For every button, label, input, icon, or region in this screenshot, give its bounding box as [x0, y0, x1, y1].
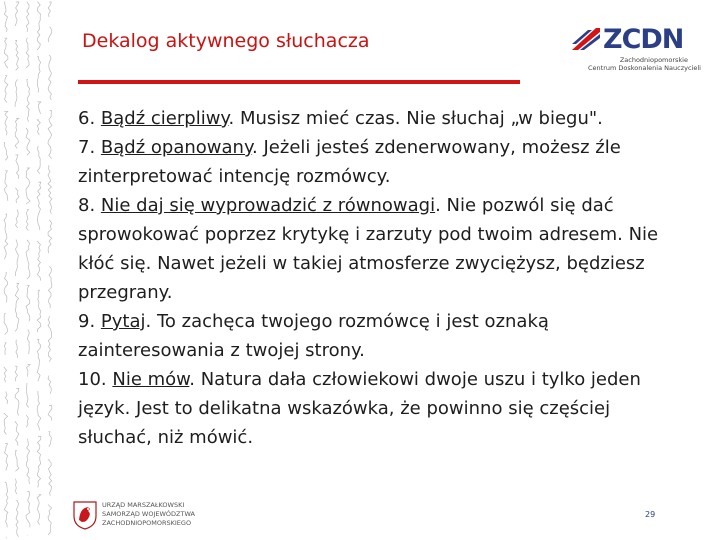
handwriting-stroke	[5, 444, 8, 471]
handwriting-stroke	[15, 388, 19, 415]
handwriting-stroke	[4, 343, 6, 355]
handwriting-texture-icon	[0, 0, 56, 540]
handwriting-stroke	[26, 285, 30, 321]
handwriting-stroke	[26, 210, 28, 231]
page-number: 29	[645, 510, 656, 519]
handwriting-stroke	[48, 505, 52, 535]
item-number: 10.	[78, 369, 107, 390]
handwriting-stroke	[26, 491, 30, 527]
handwriting-stroke	[48, 111, 52, 159]
handwriting-stroke	[37, 391, 41, 430]
handwriting-stroke	[48, 220, 52, 253]
handwriting-stroke	[48, 2, 51, 17]
handwriting-stroke	[4, 38, 8, 68]
handwriting-stroke	[4, 272, 8, 302]
handwriting-stroke	[16, 340, 18, 358]
handwriting-stroke	[37, 437, 41, 488]
handwriting-stroke	[15, 40, 19, 70]
handwriting-stroke	[48, 376, 51, 394]
handwriting-stroke	[37, 339, 41, 381]
decalogue-list	[78, 104, 668, 452]
handwriting-stroke	[48, 55, 51, 100]
title-underline-rule	[78, 80, 520, 84]
item-number: 6.	[78, 108, 96, 129]
handwriting-stroke	[37, 495, 41, 525]
handwriting-stroke	[15, 366, 18, 381]
handwriting-stroke	[15, 240, 18, 276]
handwriting-stroke	[4, 111, 8, 135]
handwriting-stroke	[48, 317, 52, 362]
regional-government-logo	[72, 500, 195, 532]
handwriting-stroke	[4, 314, 7, 335]
handwriting-stroke	[4, 214, 8, 259]
item-text: . Nie pozwól się dać sprowokować poprzez krytykę i zarzuty pod twoim adresem. Nie kłóć się. Nawet jeżeli w takiej atmosferze zwyciężysz, będziesz przegrany.	[78, 195, 659, 303]
item-number: 7.	[78, 137, 96, 158]
handwriting-stroke	[37, 120, 40, 135]
list-item	[78, 307, 668, 365]
handwriting-stroke	[16, 501, 19, 537]
handwriting-stroke	[27, 365, 31, 377]
griffin-crest-icon	[72, 500, 98, 530]
logo-subtitle	[588, 56, 701, 72]
page-title: Dekalog aktywnego słuchacza	[82, 30, 370, 52]
handwriting-stroke	[48, 27, 52, 42]
handwriting-stroke	[4, 367, 7, 382]
handwriting-stroke	[37, 147, 40, 174]
handwriting-stroke	[27, 80, 30, 122]
logo-brand-text: ZCDN	[603, 24, 684, 55]
zcdn-logo	[570, 24, 701, 74]
handwriting-stroke	[48, 406, 52, 421]
handwriting-stroke	[37, 242, 40, 281]
handwriting-stroke	[49, 432, 52, 447]
handwriting-stroke	[5, 171, 8, 201]
list-item	[78, 365, 668, 452]
handwriting-stroke	[26, 168, 30, 204]
item-number: 8.	[78, 195, 96, 216]
handwriting-stroke	[26, 128, 30, 155]
handwriting-stroke	[26, 384, 28, 408]
item-key-phrase: Pytaj	[100, 311, 146, 332]
handwriting-stroke	[4, 413, 7, 434]
handwriting-stroke	[26, 38, 29, 68]
item-text: . Jeżeli jesteś zdenerwowany, możesz źle zinterpretować intencję rozmówcy.	[78, 137, 621, 187]
footer-org-line: URZĄD MARSZAŁKOWSKI	[102, 501, 185, 509]
item-number: 9.	[78, 311, 96, 332]
list-item	[78, 191, 668, 307]
handwriting-stroke	[15, 479, 16, 494]
handwriting-stroke	[48, 266, 51, 308]
list-item	[78, 104, 668, 133]
footer-org-text	[102, 501, 195, 528]
handwriting-stroke	[15, 283, 19, 331]
handwriting-stroke	[26, 2, 29, 32]
item-key-phrase: Bądź cierpliwy	[100, 108, 229, 129]
handwriting-stroke	[26, 439, 29, 484]
item-text: . Musisz mieć czas. Nie słuchaj „w biegu".	[228, 108, 603, 129]
handwriting-stroke	[15, 2, 19, 26]
handwriting-stroke	[48, 460, 51, 496]
item-key-phrase: Nie daj się wyprowadzić z równowagi	[100, 195, 436, 216]
handwriting-stroke	[15, 422, 18, 446]
handwriting-stroke	[15, 450, 19, 471]
handwriting-stroke	[26, 415, 28, 427]
item-text: . Natura dała człowiekowi dwoje uszu i tylko jeden język. Jest to delikatna wskazówka, że powinno się częściej słuchać, niż mówić.	[78, 369, 641, 448]
handwriting-stroke	[16, 210, 19, 228]
handwriting-stroke	[15, 118, 19, 148]
handwriting-stroke	[48, 166, 52, 214]
handwriting-stroke	[5, 76, 8, 103]
handwriting-stroke	[5, 392, 7, 404]
handwriting-stroke	[27, 330, 29, 354]
handwriting-stroke	[16, 155, 19, 179]
handwriting-stroke	[38, 102, 41, 114]
item-key-phrase: Nie mów	[112, 369, 190, 390]
handwriting-stroke	[37, 56, 40, 92]
handwriting-stroke	[37, 182, 41, 230]
handwriting-stroke	[37, 2, 40, 50]
list-item	[78, 133, 668, 191]
handwriting-stroke	[4, 142, 8, 160]
handwriting-stroke	[37, 290, 41, 332]
item-text: . To zachęca twojego rozmówcę i jest oznaką zainteresowania z twojej strony.	[78, 311, 549, 361]
handwriting-strip	[0, 0, 56, 540]
logo-subtitle-line: Centrum Doskonalenia Nauczycieli	[588, 64, 701, 72]
handwriting-stroke	[4, 483, 8, 528]
handwriting-stroke	[4, 2, 7, 32]
zcdn-mark-icon	[570, 26, 602, 52]
item-key-phrase: Bądź opanowany	[100, 137, 253, 158]
handwriting-stroke	[15, 80, 17, 107]
footer-org-line: ZACHODNIOPOMORSKIEGO	[102, 519, 192, 527]
footer-org-line: SAMORZĄD WOJEWÓDZTWA	[102, 510, 195, 518]
handwriting-stroke	[15, 188, 19, 203]
handwriting-stroke	[26, 240, 30, 279]
logo-subtitle-line: Zachodniopomorskie	[619, 56, 688, 64]
